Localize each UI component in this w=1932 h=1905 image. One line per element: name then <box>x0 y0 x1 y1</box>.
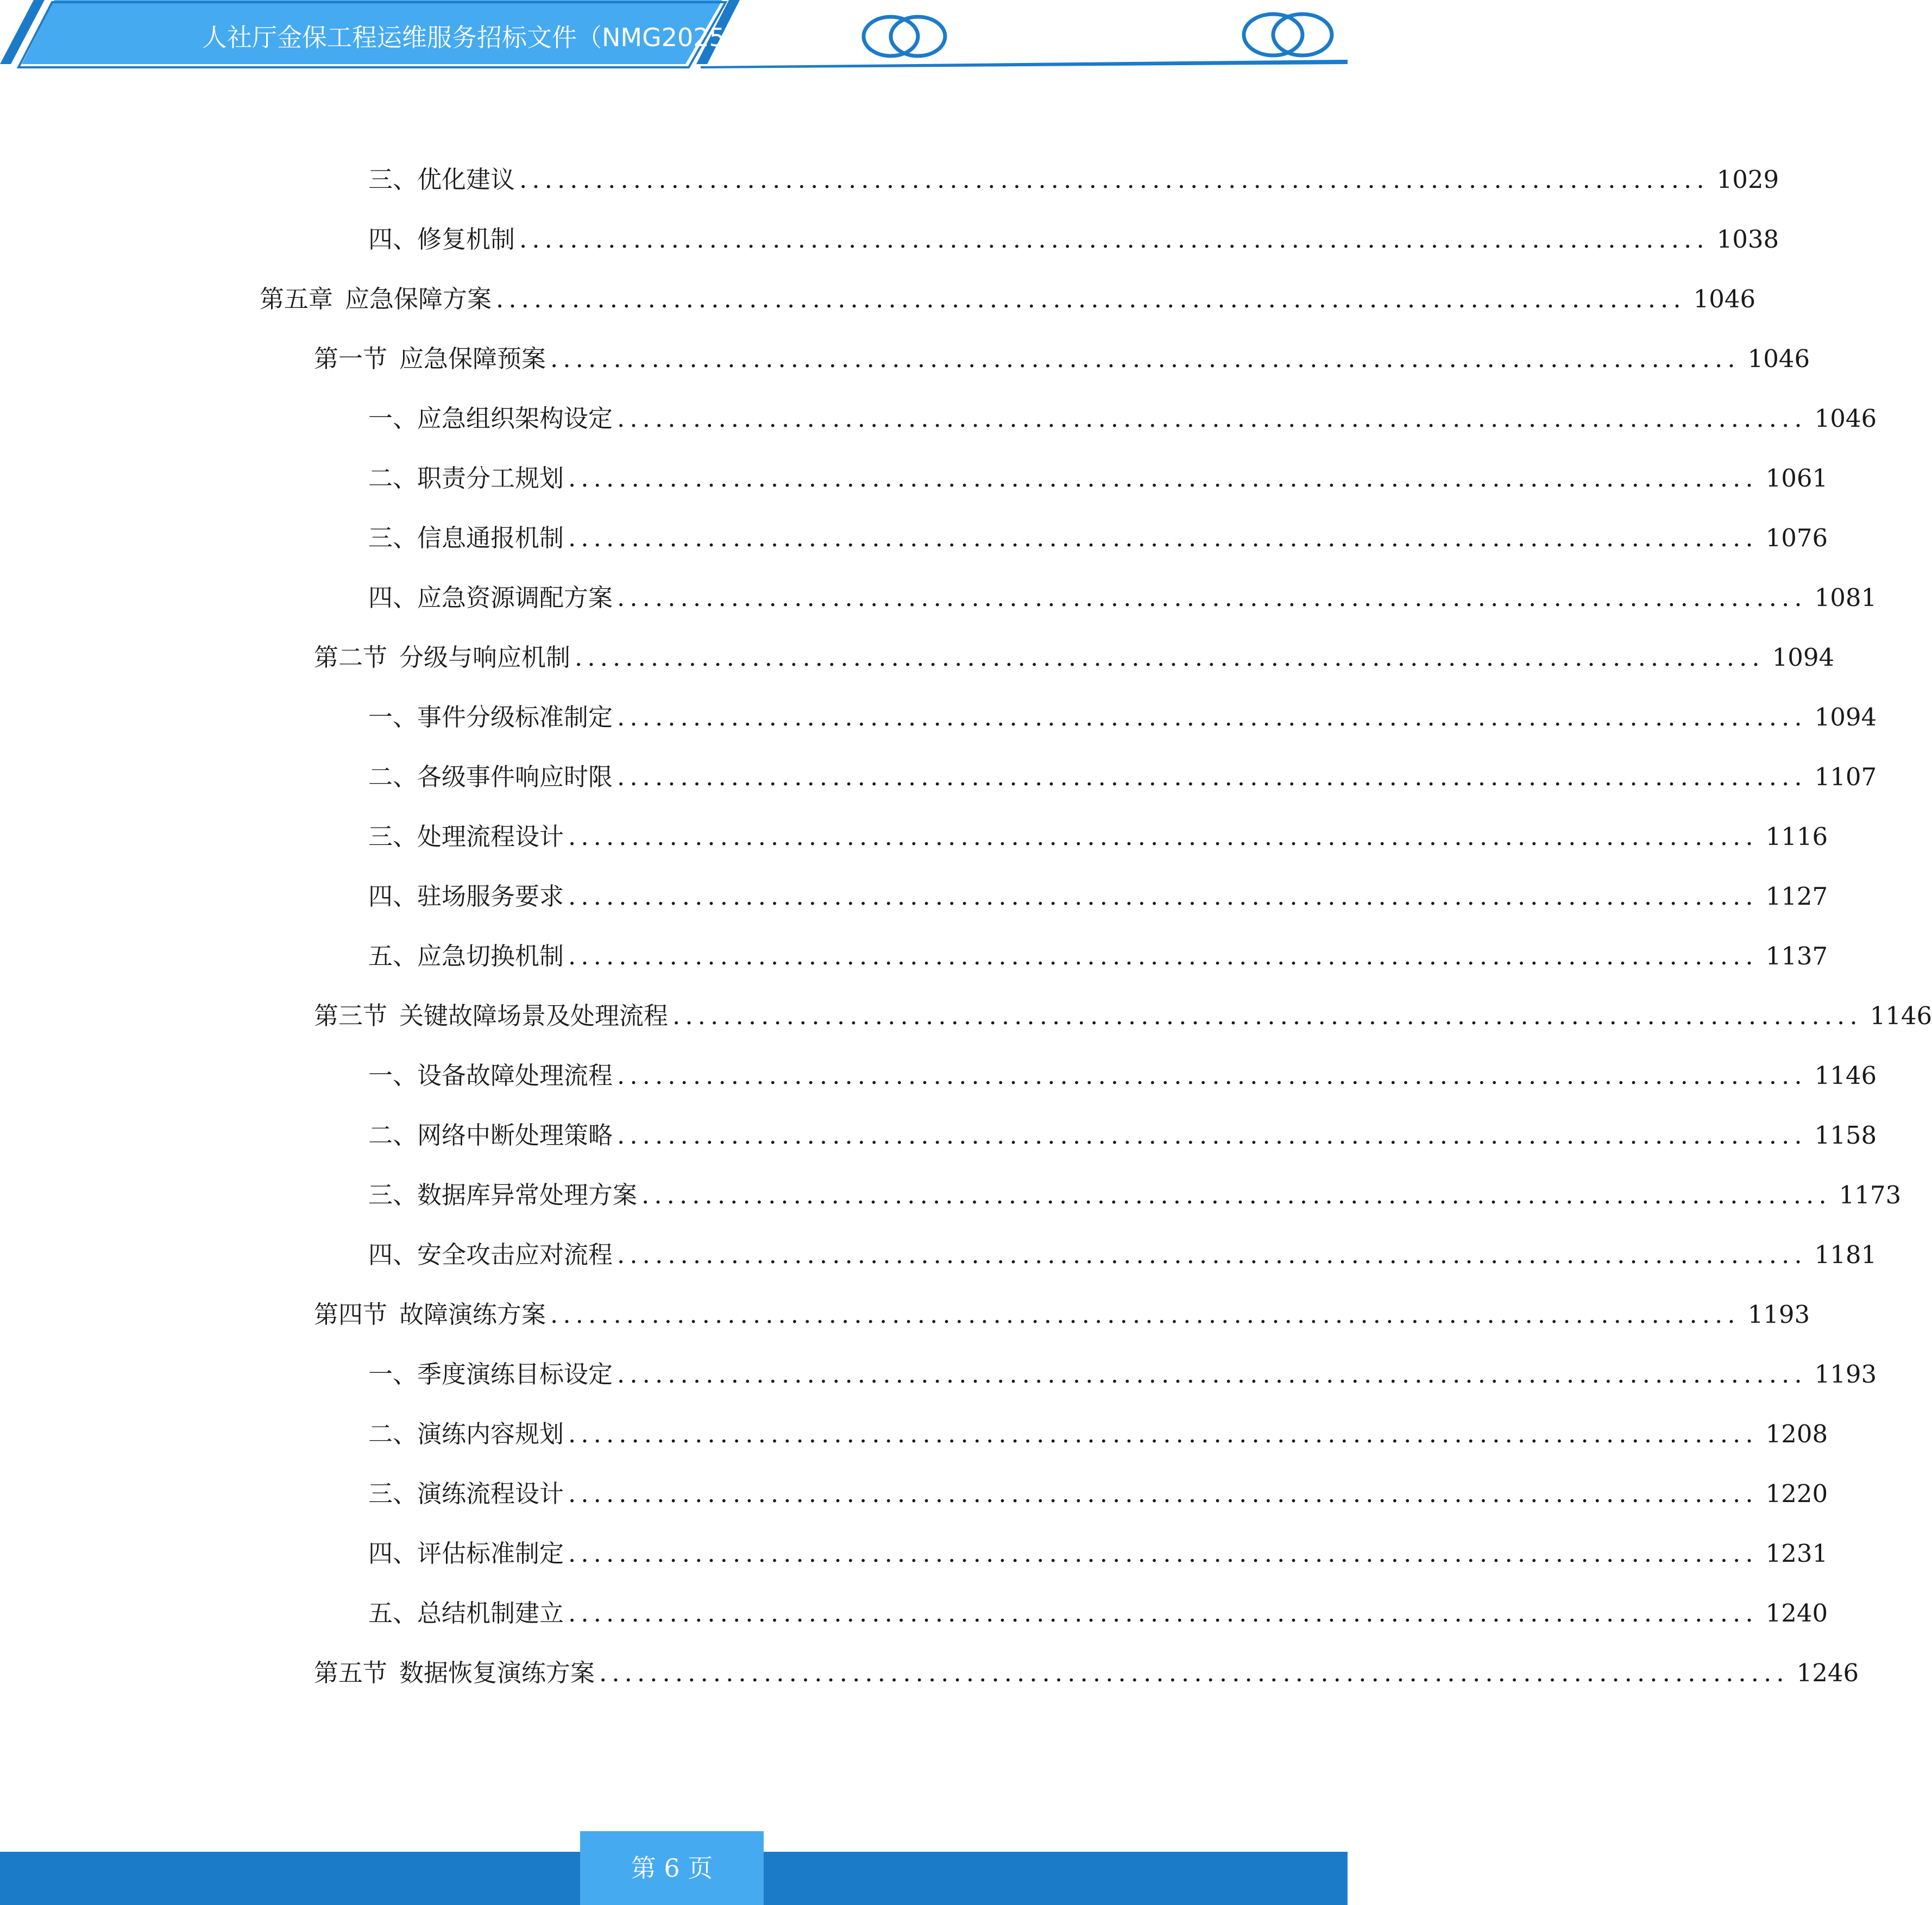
toc-entry-page: 1061 <box>1765 464 1828 493</box>
toc-entry-title: 各级事件响应时限 <box>417 762 613 791</box>
toc-dot-leader: .............................................................................................. <box>519 165 1709 194</box>
toc-dot-leader: .............................................................................................. <box>575 643 1765 672</box>
toc-entry-number: 第二节 <box>314 643 388 672</box>
toc-entry-title: 分级与响应机制 <box>399 643 571 672</box>
toc-entry-number: 二、 <box>368 1420 418 1448</box>
toc-dot-leader: .............................................................................................. <box>568 1420 1758 1448</box>
toc-entry-title: 演练内容规划 <box>417 1420 564 1448</box>
toc-entry-title: 应急组织架构设定 <box>417 404 613 433</box>
toc-entry-page: 1046 <box>1693 285 1756 313</box>
toc-dot-leader: .............................................................................................. <box>568 1479 1758 1508</box>
toc-entry-page: 1231 <box>1765 1539 1828 1568</box>
toc-entry-page: 1094 <box>1772 643 1835 672</box>
toc-entry-page: 1220 <box>1765 1479 1828 1508</box>
toc-entry-page: 1246 <box>1796 1658 1859 1687</box>
toc-entry-page: 1029 <box>1716 165 1779 194</box>
toc-entry-title: 设备故障处理流程 <box>417 1061 613 1090</box>
toc-dot-leader: .............................................................................................. <box>568 464 1758 493</box>
toc-entry-number: 第三节 <box>314 1001 388 1030</box>
toc-entry-number: 三、 <box>368 1479 418 1508</box>
toc-dot-leader: .............................................................................................. <box>568 882 1758 911</box>
toc-entry[interactable] <box>368 937 1828 975</box>
toc-dot-leader: .............................................................................................. <box>617 1360 1807 1389</box>
toc-entry-title: 应急保障方案 <box>345 285 492 313</box>
toc-entry[interactable] <box>368 1116 1877 1155</box>
toc-entry-page: 1094 <box>1814 703 1877 731</box>
toc-entry-title: 演练流程设计 <box>417 1479 564 1508</box>
toc-entry-number: 四、 <box>368 583 418 612</box>
toc-entry-title: 信息通报机制 <box>417 523 564 552</box>
toc-dot-leader: .............................................................................................. <box>617 703 1807 731</box>
toc-entry-page: 1193 <box>1747 1300 1810 1329</box>
toc-entry-number: 第一节 <box>314 344 388 373</box>
toc-entry-page: 1146 <box>1870 1001 1932 1030</box>
toc-entry[interactable] <box>260 280 1756 318</box>
toc-entry-number: 第五章 <box>260 285 333 313</box>
toc-entry[interactable] <box>368 758 1877 796</box>
toc-entry-number: 一、 <box>368 1360 418 1389</box>
toc-entry-page: 1116 <box>1765 822 1828 851</box>
toc-dot-leader: .............................................................................................. <box>672 1001 1862 1030</box>
toc-dot-leader: .............................................................................................. <box>568 942 1758 970</box>
toc-entry-page: 1038 <box>1716 225 1779 254</box>
toc-entry[interactable] <box>368 1355 1877 1393</box>
toc-entry[interactable] <box>368 400 1877 438</box>
toc-entry-page: 1240 <box>1765 1599 1828 1628</box>
toc-entry[interactable] <box>368 579 1877 617</box>
toc-entry-page: 1081 <box>1814 583 1877 612</box>
toc-entry-title: 事件分级标准制定 <box>417 703 613 731</box>
toc-entry-title: 故障演练方案 <box>399 1300 546 1329</box>
toc-entry[interactable] <box>368 1594 1828 1632</box>
toc-entry-number: 第四节 <box>314 1300 388 1329</box>
toc-entry-page: 1046 <box>1814 404 1877 433</box>
toc-entry-title: 数据恢复演练方案 <box>399 1658 595 1687</box>
toc-entry-number: 四、 <box>368 1240 418 1269</box>
toc-entry[interactable] <box>368 1535 1828 1573</box>
toc-entry-page: 1107 <box>1814 762 1877 791</box>
toc-dot-leader: .............................................................................................. <box>617 762 1807 791</box>
header-title: 人社厅金保工程运维服务招标文件（NMG2025- <box>202 23 734 52</box>
toc-entry-number: 三、 <box>368 1181 418 1209</box>
toc-entry-title: 季度演练目标设定 <box>417 1360 613 1389</box>
toc-entry-number: 四、 <box>368 1539 418 1568</box>
toc-entry-page: 1173 <box>1839 1181 1902 1209</box>
page-number: 第 6 页 <box>580 1831 764 1905</box>
toc-entry[interactable] <box>314 997 1932 1035</box>
toc-entry-page: 1158 <box>1814 1121 1877 1150</box>
toc-entry-title: 数据库异常处理方案 <box>417 1181 638 1209</box>
toc-entry-title: 职责分工规划 <box>417 464 564 493</box>
toc-entry-number: 第五节 <box>314 1658 388 1687</box>
toc-dot-leader: .............................................................................................. <box>550 1300 1740 1329</box>
toc-entry-page: 1046 <box>1747 344 1810 373</box>
toc-entry-title: 安全攻击应对流程 <box>417 1240 613 1269</box>
toc-entry[interactable] <box>368 1057 1877 1095</box>
toc-entry-number: 四、 <box>368 225 418 254</box>
toc-entry-title: 应急保障预案 <box>399 344 546 373</box>
toc-entry-page: 1193 <box>1814 1360 1877 1389</box>
toc-entry[interactable] <box>314 1296 1810 1334</box>
toc-entry-title: 应急切换机制 <box>417 942 564 970</box>
toc-entry[interactable] <box>368 161 1779 199</box>
toc-dot-leader: .............................................................................................. <box>568 822 1758 851</box>
toc-dot-leader: .............................................................................................. <box>550 344 1740 373</box>
toc-entry-number: 一、 <box>368 703 418 731</box>
toc-entry-number: 二、 <box>368 464 418 493</box>
toc-dot-leader: .............................................................................................. <box>568 523 1758 552</box>
toc-entry-number: 一、 <box>368 1061 418 1090</box>
toc-entry-title: 处理流程设计 <box>417 822 564 851</box>
toc-entry-number: 一、 <box>368 404 418 433</box>
toc-entry[interactable] <box>368 878 1828 916</box>
toc-entry-number: 三、 <box>368 523 418 552</box>
toc-dot-leader: .............................................................................................. <box>617 1121 1807 1150</box>
toc-entry[interactable] <box>314 1654 1859 1692</box>
toc-dot-leader: .............................................................................................. <box>599 1658 1789 1687</box>
toc-entry-title: 修复机制 <box>417 225 515 254</box>
toc-entry-page: 1146 <box>1814 1061 1877 1090</box>
toc-entry-title: 网络中断处理策略 <box>417 1121 613 1150</box>
toc-entry[interactable] <box>368 1475 1828 1513</box>
toc-entry[interactable] <box>368 818 1828 856</box>
toc-entry-title: 驻场服务要求 <box>417 882 564 911</box>
toc-dot-leader: .............................................................................................. <box>617 1240 1807 1269</box>
toc-entry-page: 1076 <box>1765 523 1828 552</box>
toc-entry[interactable] <box>368 698 1877 736</box>
toc-entry-title: 关键故障场景及处理流程 <box>399 1001 669 1030</box>
toc-entry-title: 优化建议 <box>417 165 515 194</box>
toc-entry-number: 二、 <box>368 762 418 791</box>
toc-entry-number: 四、 <box>368 882 418 911</box>
toc-entry-title: 总结机制建立 <box>417 1599 564 1628</box>
toc-dot-leader: .............................................................................................. <box>617 404 1807 433</box>
toc-dot-leader: .............................................................................................. <box>568 1599 1758 1628</box>
toc-entry[interactable] <box>368 1236 1877 1274</box>
toc-entry-number: 三、 <box>368 165 418 194</box>
toc-entry[interactable] <box>368 1176 1902 1214</box>
toc-entry[interactable] <box>368 519 1828 557</box>
toc-entry-page: 1181 <box>1814 1240 1877 1269</box>
toc-dot-leader: .............................................................................................. <box>641 1181 1832 1209</box>
toc-entry-number: 五、 <box>368 942 418 970</box>
toc-dot-leader: .............................................................................................. <box>617 1061 1807 1090</box>
toc-entry-page: 1137 <box>1765 942 1828 970</box>
toc-entry[interactable] <box>368 459 1828 497</box>
toc-entry[interactable] <box>368 1415 1828 1453</box>
toc-entry-title: 评估标准制定 <box>417 1539 564 1568</box>
toc-entry-number: 二、 <box>368 1121 418 1150</box>
toc-dot-leader: .............................................................................................. <box>519 225 1709 254</box>
toc-entry-title: 应急资源调配方案 <box>417 583 613 612</box>
toc-dot-leader: .............................................................................................. <box>496 285 1686 313</box>
toc-entry-page: 1127 <box>1765 882 1828 911</box>
toc-entry[interactable] <box>368 220 1779 258</box>
toc-entry-page: 1208 <box>1765 1420 1828 1448</box>
toc-entry-number: 三、 <box>368 822 418 851</box>
toc-entry-number: 五、 <box>368 1599 418 1628</box>
toc-entry[interactable] <box>314 340 1810 378</box>
toc-dot-leader: .............................................................................................. <box>568 1539 1758 1568</box>
toc-dot-leader: .............................................................................................. <box>617 583 1807 612</box>
toc-entry[interactable] <box>314 639 1835 677</box>
